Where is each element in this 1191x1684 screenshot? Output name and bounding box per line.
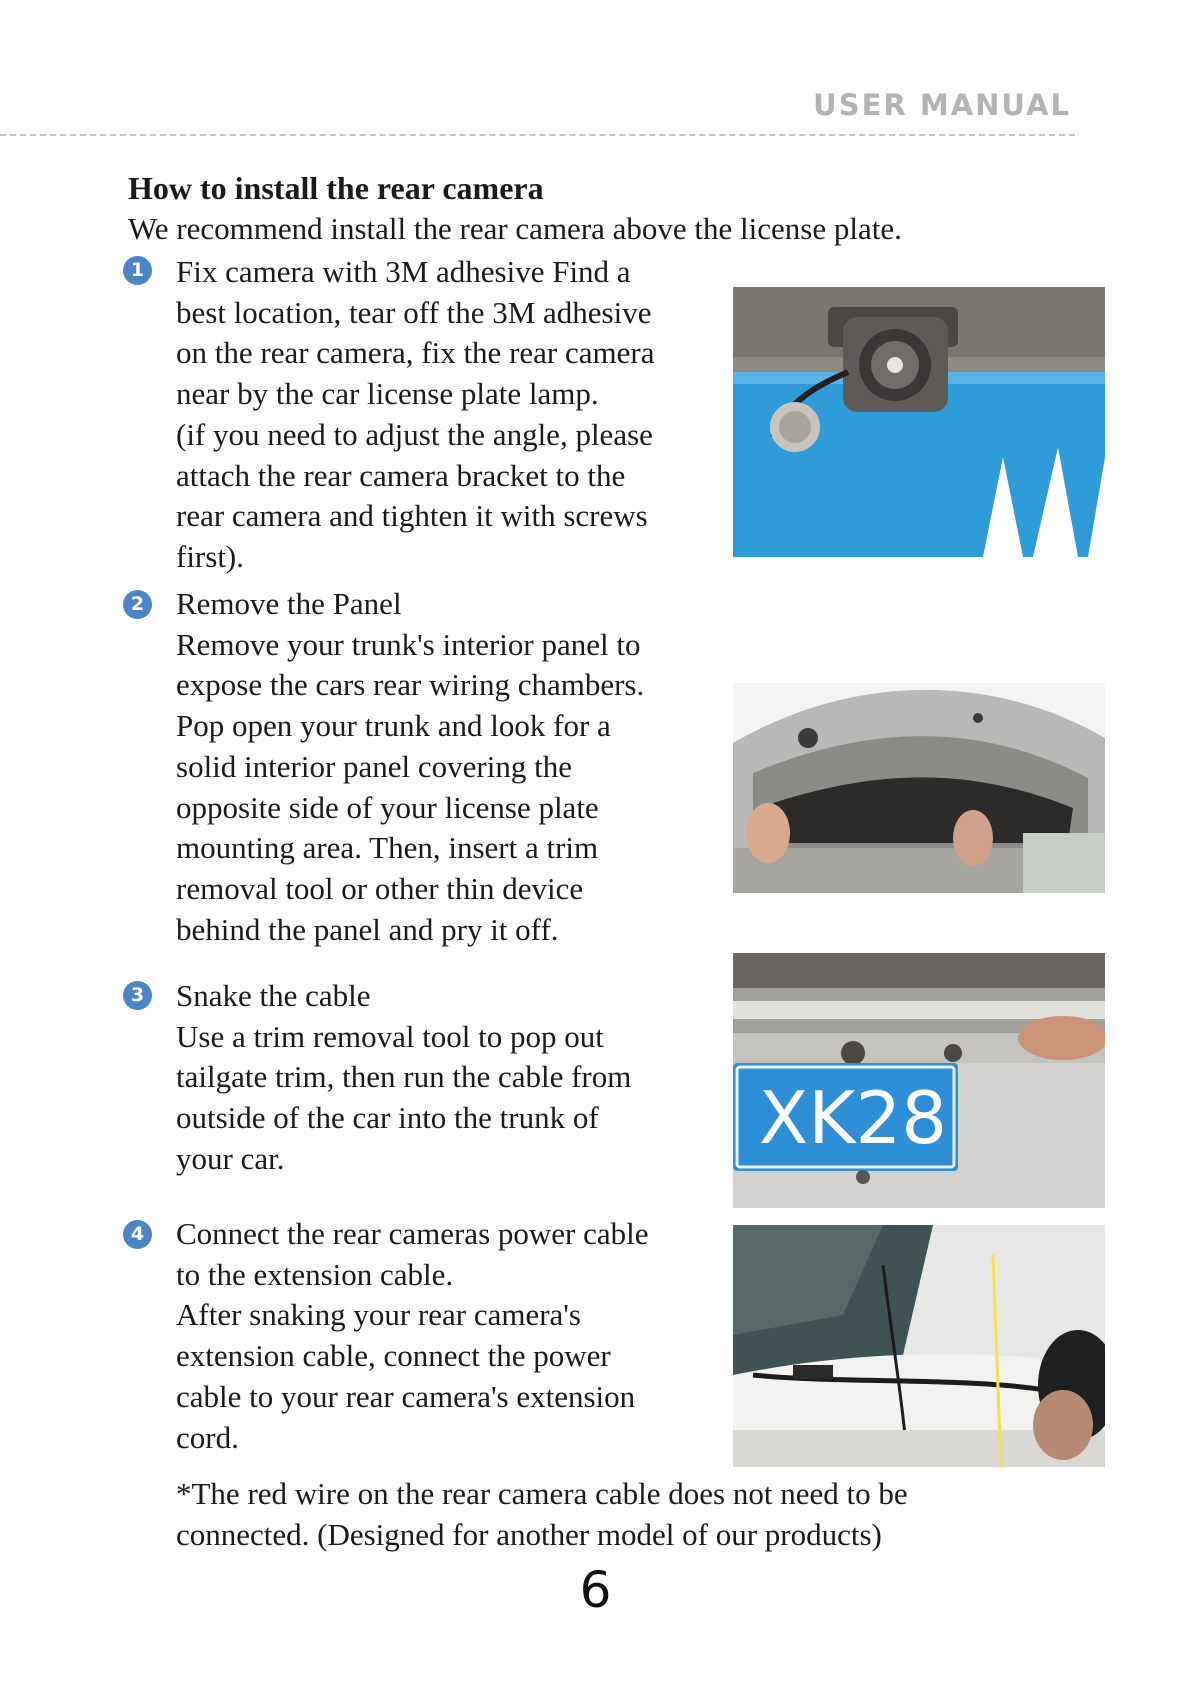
step-3-number-badge: 3 <box>123 981 152 1010</box>
step-2-line: behind the panel and pry it off. <box>176 911 559 947</box>
photo-cable-connection-illustration <box>733 1225 1105 1467</box>
note-line: connected. (Designed for another model of our products) <box>176 1516 882 1552</box>
step-4-line: extension cable, connect the power <box>176 1338 611 1374</box>
step-1-text <box>176 252 736 578</box>
step-3-text <box>176 976 736 1180</box>
step-4-number-badge: 4 <box>123 1220 152 1249</box>
step-1-line: first). <box>176 538 245 574</box>
step-2-line: mounting area. Then, insert a trim <box>176 830 599 866</box>
step-2-line: Pop open your trunk and look for a <box>176 708 611 744</box>
photo-trunk-panel-illustration <box>733 683 1105 893</box>
section-intro: We recommend install the rear camera above the license plate. <box>128 211 902 246</box>
step-3-line: tailgate trim, then run the cable from <box>176 1059 632 1095</box>
step-3-line: your car. <box>176 1140 285 1176</box>
photo-plate-text: XK28 <box>758 1076 948 1160</box>
wiring-note <box>176 1474 1076 1555</box>
step-1-number-badge: 1 <box>123 256 152 285</box>
step-1-line: on the rear camera, fix the rear camera <box>176 335 655 371</box>
step-2-line: removal tool or other thin device <box>176 870 584 906</box>
step-2-line: expose the cars rear wiring chambers. <box>176 667 645 703</box>
step-4-line: to the extension cable. <box>176 1256 454 1292</box>
step-2-line: Remove your trunk's interior panel to <box>176 626 641 662</box>
header-title: USER MANUAL <box>813 88 1071 122</box>
step-3-line: Snake the cable <box>176 978 371 1013</box>
step-1-line: (if you need to adjust the angle, please <box>176 416 653 452</box>
step-2-line: solid interior panel covering the <box>176 748 572 784</box>
photo-license-plate-illustration <box>733 953 1105 1208</box>
header-divider <box>0 134 1075 136</box>
page-number: 6 <box>579 1561 612 1619</box>
step-3-line: outside of the car into the trunk of <box>176 1100 599 1136</box>
step-1-line: rear camera and tighten it with screws <box>176 498 648 534</box>
photo-camera-mounted <box>733 287 1105 557</box>
step-2-text <box>176 584 736 950</box>
photo-trunk-panel <box>733 683 1105 893</box>
step-4-line: Connect the rear cameras power cable <box>176 1216 649 1251</box>
step-2-line: opposite side of your license plate <box>176 789 599 825</box>
step-1-line: near by the car license plate lamp. <box>176 376 599 412</box>
photo-cable-connection <box>733 1225 1105 1467</box>
step-4-text <box>176 1214 736 1458</box>
step-2-number-badge: 2 <box>123 590 152 619</box>
step-1-line: best location, tear off the 3M adhesive <box>176 294 652 330</box>
step-4-line: cable to your rear camera's extension <box>176 1378 636 1414</box>
step-4-line: cord. <box>176 1419 239 1455</box>
step-2-line: Remove the Panel <box>176 586 402 621</box>
photo-camera-mounted-illustration <box>733 287 1105 557</box>
photo-license-plate <box>733 953 1105 1208</box>
step-1-line: Fix camera with 3M adhesive Find a <box>176 254 631 289</box>
step-3-line: Use a trim removal tool to pop out <box>176 1018 604 1054</box>
section-title: How to install the rear camera <box>128 170 544 206</box>
note-line: *The red wire on the rear camera cable does not need to be <box>176 1476 908 1511</box>
step-1-line: attach the rear camera bracket to the <box>176 457 626 493</box>
step-4-line: After snaking your rear camera's <box>176 1297 581 1333</box>
